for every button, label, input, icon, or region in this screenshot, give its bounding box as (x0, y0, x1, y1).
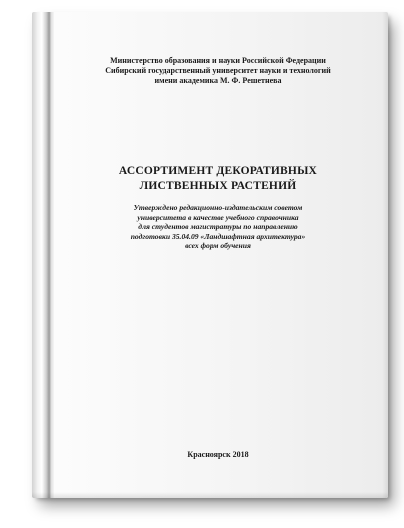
title-line: ЛИСТВЕННЫХ РАСТЕНИЙ (139, 180, 297, 192)
book-cover (32, 12, 388, 498)
university-line: Сибирский государственный университет науки и технологий (105, 66, 331, 75)
ministry-header (54, 56, 382, 86)
approval-line: для студентов магистратуры по направлению (138, 222, 298, 232)
title-line: АССОРТИМЕНТ ДЕКОРАТИВНЫХ (118, 165, 318, 177)
approval-line: подготовки 35.04.09 «Ландшафтная архитектура» (130, 231, 306, 241)
approval-note (54, 203, 382, 251)
university-name-line: имени академика М. Ф. Решетнева (154, 76, 282, 85)
ministry-line: Министерство образования и науки Российской Федерации (110, 56, 326, 65)
cover-right-edge (382, 12, 388, 498)
approval-line: всех форм обучения (185, 241, 251, 251)
approval-line: Утверждено редакционно-издательским советом (133, 203, 303, 212)
book-title (54, 164, 382, 194)
approval-line: университета в качестве учебного справочника (137, 212, 299, 222)
book-spine (32, 12, 54, 498)
cover-content (54, 12, 382, 498)
city-year: Красноярск 2018 (187, 450, 249, 459)
